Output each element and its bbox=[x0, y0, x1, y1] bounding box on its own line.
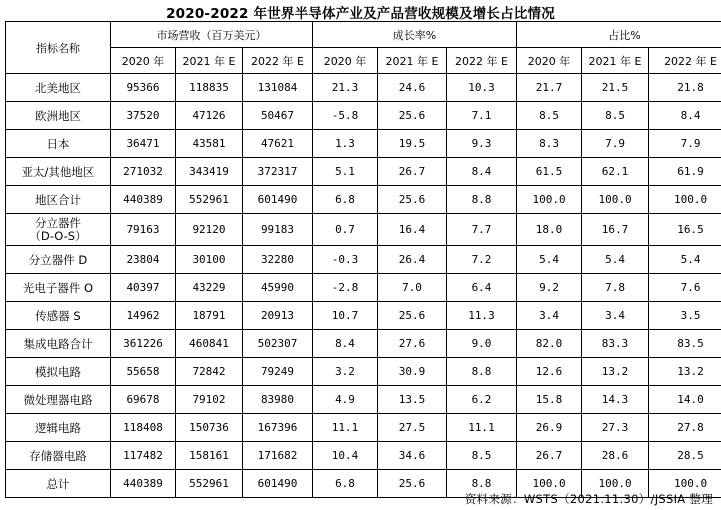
cell-value: 16.4 bbox=[378, 214, 447, 246]
cell-value: 8.5 bbox=[447, 442, 517, 470]
cell-value: 6.8 bbox=[313, 186, 378, 214]
cell-value: 28.5 bbox=[649, 442, 721, 470]
cell-value: 502307 bbox=[243, 330, 313, 358]
cell-value: 118408 bbox=[111, 414, 176, 442]
header-row-years bbox=[6, 48, 721, 74]
cell-value: 118835 bbox=[176, 74, 243, 102]
cell-value: 131084 bbox=[243, 74, 313, 102]
cell-value: 100.0 bbox=[582, 186, 649, 214]
cell-value: 37520 bbox=[111, 102, 176, 130]
cell-value: 5.4 bbox=[582, 246, 649, 274]
header-year: 2020 年 bbox=[517, 48, 582, 74]
cell-value: 601490 bbox=[243, 470, 313, 498]
cell-value: 27.8 bbox=[649, 414, 721, 442]
row-label: 欧洲地区 bbox=[6, 102, 111, 130]
cell-value: 36471 bbox=[111, 130, 176, 158]
cell-value: 150736 bbox=[176, 414, 243, 442]
row-label: 微处理器电路 bbox=[6, 386, 111, 414]
header-year: 2021 年 E bbox=[378, 48, 447, 74]
table-row bbox=[6, 186, 721, 214]
cell-value: 117482 bbox=[111, 442, 176, 470]
cell-value: 28.6 bbox=[582, 442, 649, 470]
cell-value: 79102 bbox=[176, 386, 243, 414]
cell-value: 21.8 bbox=[649, 74, 721, 102]
cell-value: 30100 bbox=[176, 246, 243, 274]
cell-value: 30.9 bbox=[378, 358, 447, 386]
cell-value: -2.8 bbox=[313, 274, 378, 302]
table-row bbox=[6, 358, 721, 386]
cell-value: 100.0 bbox=[649, 186, 721, 214]
table-row bbox=[6, 214, 721, 246]
cell-value: 13.5 bbox=[378, 386, 447, 414]
row-label: 地区合计 bbox=[6, 186, 111, 214]
cell-value: 11.1 bbox=[447, 414, 517, 442]
table-row bbox=[6, 386, 721, 414]
row-label: 日本 bbox=[6, 130, 111, 158]
row-label-line: （D-O-S） bbox=[29, 228, 87, 243]
source-note: 资料来源：WSTS（2021.11.30）/JSSIA 整理 bbox=[464, 492, 713, 506]
cell-value: 47126 bbox=[176, 102, 243, 130]
cell-value: 83.5 bbox=[649, 330, 721, 358]
cell-value: 10.4 bbox=[313, 442, 378, 470]
cell-value: 8.5 bbox=[517, 102, 582, 130]
row-label: 亚太/其他地区 bbox=[6, 158, 111, 186]
cell-value: 69678 bbox=[111, 386, 176, 414]
header-year: 2022 年 E bbox=[649, 48, 721, 74]
cell-value: 20913 bbox=[243, 302, 313, 330]
cell-value: 7.0 bbox=[378, 274, 447, 302]
cell-value: 16.5 bbox=[649, 214, 721, 246]
cell-value: -5.8 bbox=[313, 102, 378, 130]
cell-value: 12.6 bbox=[517, 358, 582, 386]
row-label: 分立器件 D bbox=[6, 246, 111, 274]
cell-value: 3.4 bbox=[582, 302, 649, 330]
cell-value: 8.4 bbox=[447, 158, 517, 186]
cell-value: 601490 bbox=[243, 186, 313, 214]
cell-value: 343419 bbox=[176, 158, 243, 186]
cell-value: 6.4 bbox=[447, 274, 517, 302]
cell-value: 5.4 bbox=[649, 246, 721, 274]
row-label: 传感器 S bbox=[6, 302, 111, 330]
cell-value: 19.5 bbox=[378, 130, 447, 158]
cell-value: 26.9 bbox=[517, 414, 582, 442]
cell-value: 14.3 bbox=[582, 386, 649, 414]
cell-value: 40397 bbox=[111, 274, 176, 302]
cell-value: 100.0 bbox=[517, 470, 582, 498]
cell-value: 45990 bbox=[243, 274, 313, 302]
header-year: 2020 年 bbox=[313, 48, 378, 74]
cell-value: 61.5 bbox=[517, 158, 582, 186]
table-row bbox=[6, 442, 721, 470]
table-title: 2020-2022 年世界半导体产业及产品营收规模及增长占比情况 bbox=[166, 6, 555, 22]
semiconductor-table bbox=[5, 21, 721, 498]
cell-value: 24.6 bbox=[378, 74, 447, 102]
cell-value: 82.0 bbox=[517, 330, 582, 358]
cell-value: 18791 bbox=[176, 302, 243, 330]
cell-value: 8.5 bbox=[582, 102, 649, 130]
table-row bbox=[6, 158, 721, 186]
cell-value: 92120 bbox=[176, 214, 243, 246]
cell-value: 99183 bbox=[243, 214, 313, 246]
cell-value: 7.6 bbox=[649, 274, 721, 302]
cell-value: 13.2 bbox=[649, 358, 721, 386]
cell-value: 26.7 bbox=[517, 442, 582, 470]
cell-value: 1.3 bbox=[313, 130, 378, 158]
cell-value: 21.5 bbox=[582, 74, 649, 102]
cell-value: 25.6 bbox=[378, 302, 447, 330]
cell-value: 460841 bbox=[176, 330, 243, 358]
cell-value: 440389 bbox=[111, 186, 176, 214]
cell-value: 25.6 bbox=[378, 186, 447, 214]
cell-value: 26.4 bbox=[378, 246, 447, 274]
table-row bbox=[6, 74, 721, 102]
header-row-groups bbox=[6, 22, 721, 48]
cell-value: 8.8 bbox=[447, 358, 517, 386]
cell-value: 3.5 bbox=[649, 302, 721, 330]
table-row bbox=[6, 274, 721, 302]
cell-value: 7.7 bbox=[447, 214, 517, 246]
header-year: 2020 年 bbox=[111, 48, 176, 74]
cell-value: 7.1 bbox=[447, 102, 517, 130]
table-row bbox=[6, 330, 721, 358]
cell-value: 11.3 bbox=[447, 302, 517, 330]
cell-value: 271032 bbox=[111, 158, 176, 186]
cell-value: 7.9 bbox=[582, 130, 649, 158]
cell-value: 4.9 bbox=[313, 386, 378, 414]
cell-value: 23804 bbox=[111, 246, 176, 274]
row-label: 北美地区 bbox=[6, 74, 111, 102]
cell-value: 440389 bbox=[111, 470, 176, 498]
cell-value: 6.2 bbox=[447, 386, 517, 414]
cell-value: 21.3 bbox=[313, 74, 378, 102]
cell-value: 27.5 bbox=[378, 414, 447, 442]
table-row bbox=[6, 414, 721, 442]
cell-value: 7.8 bbox=[582, 274, 649, 302]
cell-value: 8.4 bbox=[649, 102, 721, 130]
cell-value: 9.0 bbox=[447, 330, 517, 358]
cell-value: 55658 bbox=[111, 358, 176, 386]
cell-value: 27.6 bbox=[378, 330, 447, 358]
cell-value: 100.0 bbox=[649, 470, 721, 498]
header-year: 2022 年 E bbox=[243, 48, 313, 74]
cell-value: 14.0 bbox=[649, 386, 721, 414]
cell-value: 9.3 bbox=[447, 130, 517, 158]
cell-value: 13.2 bbox=[582, 358, 649, 386]
cell-value: 552961 bbox=[176, 470, 243, 498]
header-group-revenue: 市场营收（百万美元） bbox=[111, 22, 313, 48]
row-label: 逻辑电路 bbox=[6, 414, 111, 442]
cell-value: 47621 bbox=[243, 130, 313, 158]
cell-value: 167396 bbox=[243, 414, 313, 442]
cell-value: 25.6 bbox=[378, 102, 447, 130]
header-year: 2021 年 E bbox=[176, 48, 243, 74]
cell-value: 43581 bbox=[176, 130, 243, 158]
cell-value: -0.3 bbox=[313, 246, 378, 274]
row-label: 总计 bbox=[6, 470, 111, 498]
cell-value: 83.3 bbox=[582, 330, 649, 358]
table-row bbox=[6, 130, 721, 158]
cell-value: 18.0 bbox=[517, 214, 582, 246]
header-group-share: 占比% bbox=[517, 22, 721, 48]
cell-value: 11.1 bbox=[313, 414, 378, 442]
cell-value: 14962 bbox=[111, 302, 176, 330]
cell-value: 61.9 bbox=[649, 158, 721, 186]
cell-value: 26.7 bbox=[378, 158, 447, 186]
cell-value: 83980 bbox=[243, 386, 313, 414]
cell-value: 62.1 bbox=[582, 158, 649, 186]
cell-value: 10.7 bbox=[313, 302, 378, 330]
header-group-growth: 成长率% bbox=[313, 22, 517, 48]
row-label-line: 分立器件 bbox=[35, 215, 81, 230]
cell-value: 34.6 bbox=[378, 442, 447, 470]
header-year: 2022 年 E bbox=[447, 48, 517, 74]
cell-value: 8.8 bbox=[447, 186, 517, 214]
cell-value: 32280 bbox=[243, 246, 313, 274]
row-label bbox=[6, 214, 111, 246]
cell-value: 21.7 bbox=[517, 74, 582, 102]
table-row bbox=[6, 246, 721, 274]
table-row bbox=[6, 102, 721, 130]
cell-value: 79249 bbox=[243, 358, 313, 386]
header-year: 2021 年 E bbox=[582, 48, 649, 74]
cell-value: 9.2 bbox=[517, 274, 582, 302]
cell-value: 3.4 bbox=[517, 302, 582, 330]
cell-value: 79163 bbox=[111, 214, 176, 246]
table-row bbox=[6, 302, 721, 330]
cell-value: 552961 bbox=[176, 186, 243, 214]
cell-value: 6.8 bbox=[313, 470, 378, 498]
cell-value: 7.9 bbox=[649, 130, 721, 158]
cell-value: 72842 bbox=[176, 358, 243, 386]
cell-value: 8.8 bbox=[447, 470, 517, 498]
cell-value: 100.0 bbox=[582, 470, 649, 498]
row-label: 模拟电路 bbox=[6, 358, 111, 386]
row-label: 存储器电路 bbox=[6, 442, 111, 470]
cell-value: 0.7 bbox=[313, 214, 378, 246]
cell-value: 27.3 bbox=[582, 414, 649, 442]
cell-value: 50467 bbox=[243, 102, 313, 130]
cell-value: 100.0 bbox=[517, 186, 582, 214]
cell-value: 8.3 bbox=[517, 130, 582, 158]
cell-value: 15.8 bbox=[517, 386, 582, 414]
cell-value: 171682 bbox=[243, 442, 313, 470]
row-label: 集成电路合计 bbox=[6, 330, 111, 358]
row-label: 光电子器件 O bbox=[6, 274, 111, 302]
cell-value: 8.4 bbox=[313, 330, 378, 358]
cell-value: 25.6 bbox=[378, 470, 447, 498]
cell-value: 43229 bbox=[176, 274, 243, 302]
cell-value: 361226 bbox=[111, 330, 176, 358]
cell-value: 95366 bbox=[111, 74, 176, 102]
cell-value: 372317 bbox=[243, 158, 313, 186]
cell-value: 10.3 bbox=[447, 74, 517, 102]
header-indicator: 指标名称 bbox=[6, 22, 111, 74]
cell-value: 3.2 bbox=[313, 358, 378, 386]
cell-value: 5.4 bbox=[517, 246, 582, 274]
cell-value: 158161 bbox=[176, 442, 243, 470]
cell-value: 16.7 bbox=[582, 214, 649, 246]
cell-value: 7.2 bbox=[447, 246, 517, 274]
table-body bbox=[6, 74, 721, 498]
cell-value: 5.1 bbox=[313, 158, 378, 186]
